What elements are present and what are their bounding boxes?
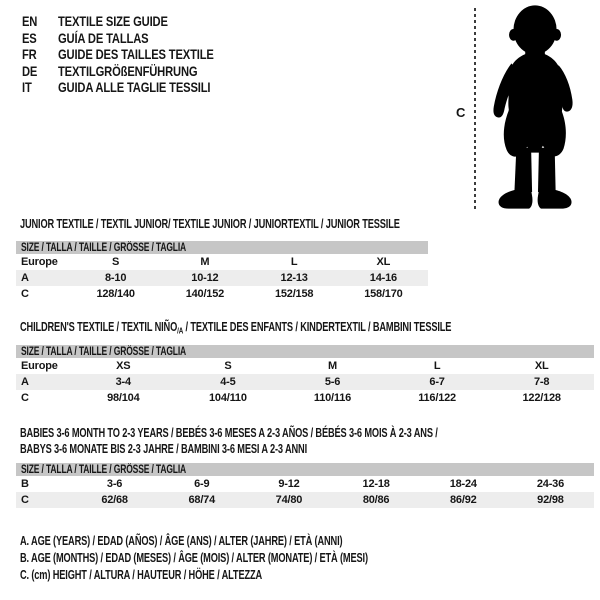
cell: 86/92 xyxy=(450,494,477,506)
measure-legend xyxy=(20,533,490,584)
cell: S xyxy=(112,256,120,268)
language-title: GUIDE DES TAILLES TEXTILE xyxy=(58,46,214,63)
language-code: IT xyxy=(22,79,32,96)
table-row-a xyxy=(16,270,428,286)
row-label: C xyxy=(21,288,29,300)
language-code: ES xyxy=(22,29,37,46)
cell: S xyxy=(224,360,232,372)
row-label: A xyxy=(21,272,29,284)
cell: 24-36 xyxy=(536,478,565,490)
cell: 158/170 xyxy=(364,288,403,300)
legend-line-b: B. AGE (MONTHS) / EDAD (MESES) / ÂGE (MOIS) / ALTER (MONATE) / ETÀ (MESI) xyxy=(20,551,368,565)
children-size-table xyxy=(16,345,594,406)
cell: 8-10 xyxy=(105,272,127,284)
table-row-europe xyxy=(16,254,428,270)
cell: 140/152 xyxy=(185,288,225,300)
cell: 4-5 xyxy=(220,376,236,388)
language-row-es xyxy=(22,30,253,47)
cell: XL xyxy=(376,256,391,268)
language-row-fr xyxy=(22,46,253,63)
size-header-band xyxy=(16,463,594,476)
cell: 12-18 xyxy=(362,478,390,490)
cell: M xyxy=(328,360,337,372)
legend-line-c: C. (cm) HEIGHT / ALTURA / HAUTEUR / HÖHE / ALTEZZA xyxy=(20,568,263,582)
language-title-list xyxy=(22,13,253,96)
language-code: FR xyxy=(22,46,37,63)
language-row-en xyxy=(22,13,253,30)
cell: 122/128 xyxy=(522,392,561,404)
language-title: GUIDA ALLE TAGLIE TESSILI xyxy=(58,79,211,96)
table-row-b xyxy=(16,476,594,492)
size-header-label: SIZE / TALLA / TAILLE / GRÖSSE / TAGLIA xyxy=(21,345,187,358)
cell: 92/98 xyxy=(537,494,564,506)
language-title: TEXTILE SIZE GUIDE xyxy=(58,13,168,29)
cell: 6-9 xyxy=(194,478,210,490)
size-header-label: SIZE / TALLA / TAILLE / GRÖSSE / TAGLIA xyxy=(21,241,187,254)
language-row-it xyxy=(22,79,253,96)
language-code: DE xyxy=(22,62,38,79)
subscript-a: /A xyxy=(177,325,184,336)
cell: L xyxy=(290,256,298,268)
cell: XL xyxy=(534,360,549,372)
cell: 18-24 xyxy=(449,478,477,490)
height-measure-dashed-line xyxy=(474,8,476,212)
cell: 98/104 xyxy=(107,392,140,404)
cell: 14-16 xyxy=(369,272,397,284)
row-label: Europe xyxy=(21,360,58,372)
height-label-c: C xyxy=(456,105,466,120)
cell: 104/110 xyxy=(209,392,247,404)
baby-silhouette-icon xyxy=(483,2,591,214)
cell: 6-7 xyxy=(429,376,445,388)
language-title: TEXTILGRÖßENFÜHRUNG xyxy=(58,62,198,79)
cell: 10-12 xyxy=(191,272,219,284)
junior-size-table xyxy=(16,241,428,302)
cell: 68/74 xyxy=(188,494,216,506)
row-label: C xyxy=(21,494,29,506)
language-code: EN xyxy=(22,13,38,29)
row-label: C xyxy=(21,392,29,404)
cell: 3-6 xyxy=(106,478,123,490)
cell: 9-12 xyxy=(278,478,300,490)
cell: XS xyxy=(116,360,131,372)
cell: 152/158 xyxy=(274,288,314,300)
table-row-c xyxy=(16,286,428,302)
section-title-junior: JUNIOR TEXTILE / TEXTIL JUNIOR/ TEXTILE JUNIOR / JUNIORTEXTIL / JUNIOR TESSILE xyxy=(20,217,400,231)
cell: 110/116 xyxy=(313,392,352,404)
row-label: B xyxy=(21,478,29,490)
cell: 62/68 xyxy=(101,494,128,506)
cell: 80/86 xyxy=(362,494,390,506)
legend-line-a: A. AGE (YEARS) / EDAD (AÑOS) / ÂGE (ANS) / ALTER (JAHRE) / ETÀ (ANNI) xyxy=(20,534,343,548)
cell: 7-8 xyxy=(534,376,550,388)
section-title-babies: BABIES 3-6 MONTH TO 2-3 YEARS / BEBÉS 3-6 MESES A 2-3 AÑOS / BÉBÉS 3-6 MOIS À 2-3 ANS / BABYS 3-6 MONATE BIS 2-3 JAHRE / BAMBINI 3-6 MESI A 2-3 ANNI xyxy=(20,426,438,456)
row-label: A xyxy=(21,376,29,388)
table-row-c xyxy=(16,390,594,406)
cell: 128/140 xyxy=(96,288,135,300)
babies-size-table xyxy=(16,463,594,508)
section-title-children: CHILDREN'S TEXTILE / TEXTIL $NIÑO_{/A}$ / TEXTILE DES ENFANTS / KINDERTEXTIL / BAMBINI TESSILE xyxy=(20,320,452,336)
table-row-c xyxy=(16,492,594,508)
cell: 74/80 xyxy=(275,494,303,506)
table-row-a xyxy=(16,374,594,390)
language-title: GUÍA DE TALLAS xyxy=(58,29,149,46)
language-row-de xyxy=(22,63,253,80)
size-header-label: SIZE / TALLA / TAILLE / GRÖSSE / TAGLIA xyxy=(21,463,187,476)
cell: 12-13 xyxy=(280,272,308,284)
cell: L xyxy=(433,360,441,372)
cell: 3-4 xyxy=(115,376,131,388)
table-row-europe xyxy=(16,358,594,374)
cell: 116/122 xyxy=(418,392,456,404)
size-header-band xyxy=(16,345,594,358)
cell: 5-6 xyxy=(324,376,341,388)
row-label: Europe xyxy=(21,256,58,268)
cell: M xyxy=(200,256,210,268)
size-header-band xyxy=(16,241,428,254)
